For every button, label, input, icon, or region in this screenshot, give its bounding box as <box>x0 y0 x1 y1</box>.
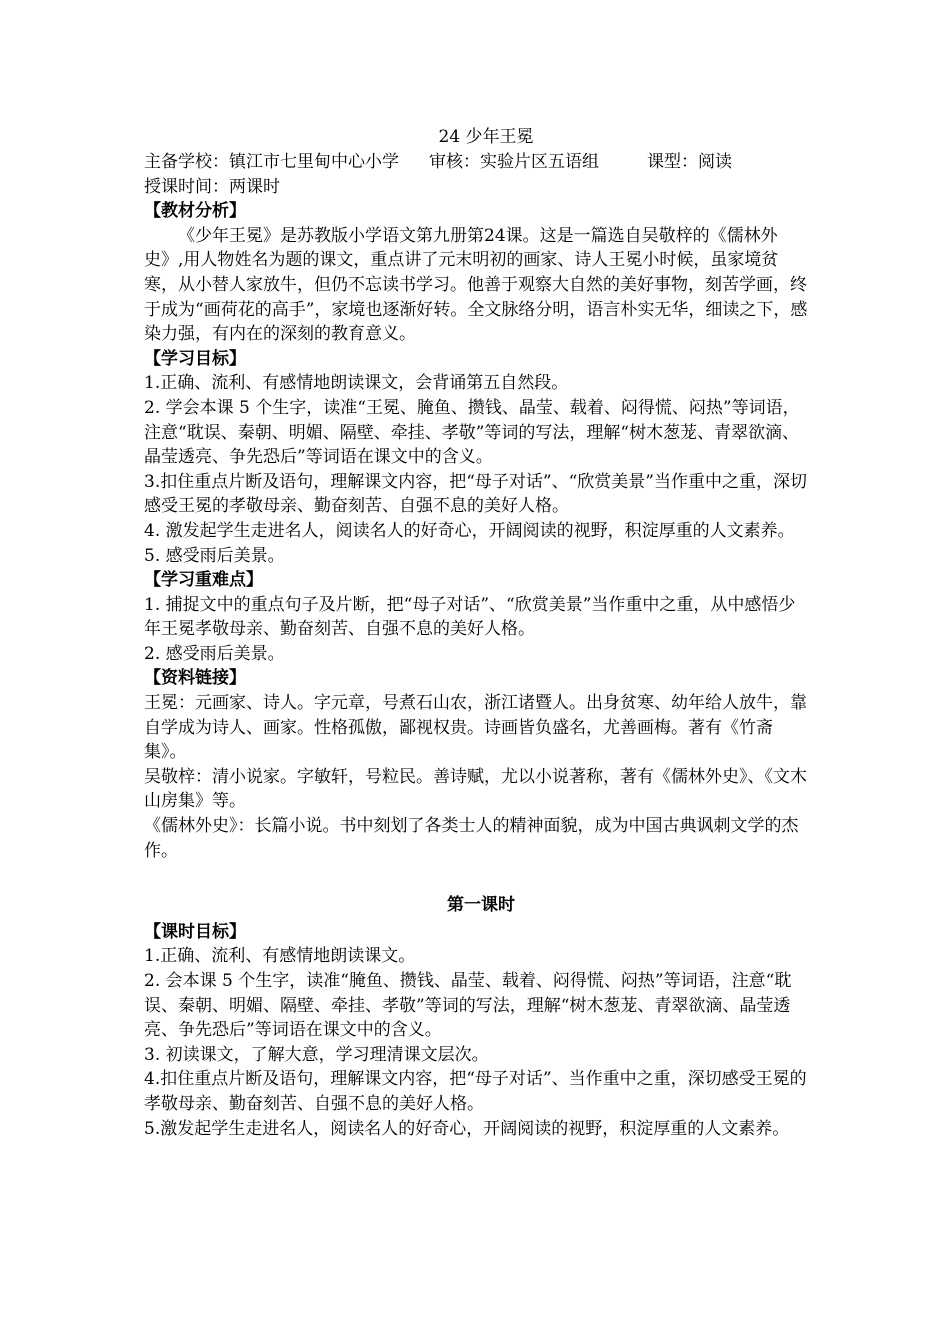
difficulty-item: 2. 感受雨后美景。 <box>144 643 285 664</box>
section-heading-goals: 【学习目标】 <box>144 348 246 369</box>
resource-item: 《儒林外史》：长篇小说。书中刻划了各类士人的精神面貌，成为中国古典讽刺文学的杰作。 <box>144 816 799 861</box>
meta-time: 授课时间：两课时 <box>144 176 280 197</box>
analysis-paragraph: 《少年王冕》是苏教版小学语文第九册第24课。这是一篇选自吴敬梓的《儒林外史》,用人物姓名为题的课文，重点讲了元末明初的画家、诗人王冕小时候，虽家境贫寒，从小替人家放牛，但仍不忘读书学习。他善于观察大自然的美好事物，刻苦学画，终于成为“画荷花的高手”，家境也逐渐好转。全文脉络分明，语言朴实无华，细读之下，感染力强，有内在的深刻的教育意义。 <box>144 225 808 345</box>
section-heading-analysis: 【教材分析】 <box>144 201 246 222</box>
lesson-goal-item: 1.正确、流利、有感情地朗读课文。 <box>144 946 416 967</box>
lesson-goal-item: 3. 初读课文，了解大意，学习理清课文层次。 <box>144 1044 489 1065</box>
lesson-title: 第一课时 <box>447 895 515 916</box>
difficulty-item: 1. 捕捉文中的重点句子及片断，把“母子对话”、“欣赏美景”当作重中之重，从中感悟少年王冕孝敬母亲、勤奋刻苦、自强不息的美好人格。 <box>144 594 796 640</box>
meta-type: 课型：阅读 <box>647 152 732 172</box>
goal-item: 1.正确、流利、有感情地朗读课文，会背诵第五自然段。 <box>144 373 569 394</box>
section-heading-resources: 【资料链接】 <box>144 668 246 689</box>
goal-item: 2. 学会本课 5 个生字，读准“王冕、腌鱼、攒钱、晶莹、载着、闷得慌、闷热”等词语，注意“耽误、秦朝、明媚、隔壁、牵挂、孝敬”等词的写法，理解“树木葱茏、青翠欲滴、晶莹透亮、争先恐后”等词语在课文中的含义。 <box>144 397 800 468</box>
goal-item: 3.扣住重点片断及语句，理解课文内容，把“母子对话”、“欣赏美景”当作重中之重，深切感受王冕的孝敬母亲、勤奋刻苦、自强不息的美好人格。 <box>144 471 807 517</box>
lesson-goal-item: 4.扣住重点片断及语句，理解课文内容，把“母子对话”、当作重中之重，深切感受王冕的孝敬母亲、勤奋刻苦、自强不息的美好人格。 <box>144 1069 807 1114</box>
meta-review: 审核：实验片区五语组 <box>429 152 599 172</box>
section-heading-lesson-goals: 【课时目标】 <box>144 921 246 942</box>
meta-line <box>144 150 808 175</box>
section-heading-difficulties: 【学习重难点】 <box>144 570 263 591</box>
lesson-goal-item: 5.激发起学生走进名人，阅读名人的好奇心，开阔阅读的视野，积淀厚重的人文素养。 <box>144 1118 790 1139</box>
goal-item: 5. 感受雨后美景。 <box>144 545 285 566</box>
goal-item: 4. 激发起学生走进名人，阅读名人的好奇心，开阔阅读的视野，积淀厚重的人文素养。 <box>144 520 795 541</box>
resource-item: 王冕：元画家、诗人。字元章，号煮石山农，浙江诸暨人。出身贫寒、幼年给人放牛，靠自学成为诗人、画家。性格孤傲，鄙视权贵。诗画皆负盛名，尤善画梅。著有《竹斋集》。 <box>144 693 807 763</box>
lesson-goal-item: 2. 会本课 5 个生字，读准“腌鱼、攒钱、晶莹、载着、闷得慌、闷热”等词语，注意“耽误、秦朝、明媚、隔壁、牵挂、孝敬”等词的写法，理解“树木葱茏、青翠欲滴、晶莹透亮、争先恐后”等词语在课文中的含义。 <box>144 971 792 1041</box>
meta-school: 主备学校：镇江市七里甸中心小学 <box>144 152 399 172</box>
resource-item: 吴敬梓：清小说家。字敏轩，号粒民。善诗赋，尤以小说著称，著有《儒林外史》、《文木山房集》等。 <box>144 766 807 812</box>
document-title: 24 少年王冕 <box>438 127 534 147</box>
